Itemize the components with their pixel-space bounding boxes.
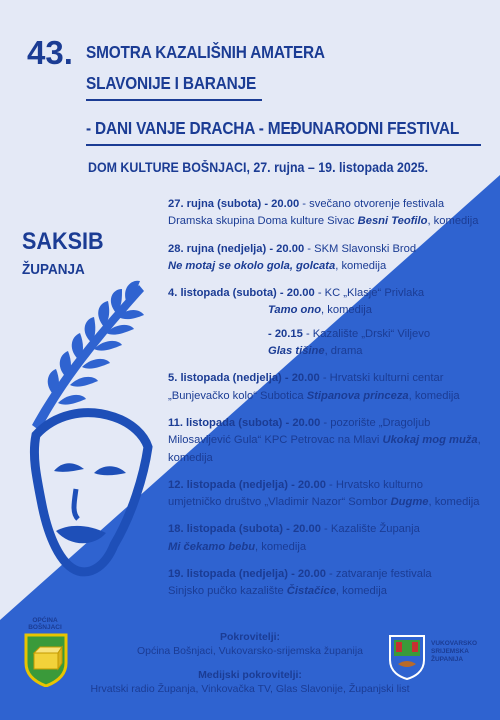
event-info: - Hrvatsko kulturno — [325, 478, 423, 491]
county-coat-of-arms-icon — [388, 634, 426, 680]
event-genre: , — [477, 434, 481, 447]
event-troupe: „Bunjevačko kolo“ Subotica — [168, 389, 307, 402]
county-label: VUKOVARSKO SRIJEMSKA ŽUPANIJA — [431, 640, 478, 663]
sponsors-label: Pokrovitelji: — [219, 631, 281, 643]
event-troupe: Milosavljević Gula“ KPC Petrovac na Mlavi — [168, 434, 383, 447]
media-list: Hrvatski radio Županja, Vinkovačka TV, Glas Slavonije, Županjski list — [90, 683, 410, 695]
event-3 — [168, 285, 488, 320]
event-date: 12. listopada (nedjelja) - 20.00 — [168, 478, 326, 491]
event-info: - svečano otvorenje festivala — [299, 198, 445, 210]
title-line-2: SLAVONIJE I BARANJE — [86, 73, 257, 93]
event-play-title: Stipanova princeza — [306, 389, 409, 402]
event-date: 11. listopada (subota) - 20.00 — [168, 416, 321, 429]
event-info: - Kazalište Županja — [320, 523, 420, 536]
event-info: - Hrvatski kulturni centar — [319, 372, 444, 385]
event-play-title: Glas tišine — [268, 345, 325, 358]
municipality-label: OPĆINA BOŠNJACI — [28, 617, 62, 631]
sponsors-list: Općina Bošnjaci, Vukovarsko-srijemska županija — [136, 645, 364, 657]
event-genre: komedija — [168, 451, 213, 464]
event-genre: , komedija — [335, 259, 387, 272]
event-date: 27. rujna (subota) - 20.00 — [168, 198, 300, 210]
event-play-title: Ne motaj se okolo gola, golcata — [168, 259, 336, 272]
edition-number: 43. — [27, 34, 73, 71]
event-genre: , komedija — [428, 496, 480, 509]
event-date: - 20.15 — [268, 327, 303, 340]
festival-subtitle: - DANI VANJE DRACHA - MEĐUNARODNI FESTIVAL — [86, 118, 460, 138]
event-genre: , komedija — [255, 540, 307, 553]
theatre-mask-laurel-icon — [14, 275, 164, 595]
event-play-title: Čistačice — [286, 585, 336, 598]
event-6 — [168, 415, 488, 467]
event-info: - Kazalište „Drski“ Viljevo — [302, 327, 431, 340]
organizer-town: ŽUPANJA — [22, 261, 85, 278]
event-date: 28. rujna (nedjelja) - 20.00 — [168, 242, 305, 255]
event-genre: , komedija — [427, 215, 479, 228]
event-date: 5. listopada (nedjelja) - 20.00 — [168, 372, 320, 385]
event-1 — [168, 196, 488, 231]
event-4 — [168, 326, 488, 361]
event-8 — [168, 521, 488, 556]
media-label: Medijski pokrovitelji: — [198, 669, 302, 681]
event-play-title: Dugme — [390, 496, 429, 509]
event-genre: , komedija — [408, 389, 460, 402]
event-5 — [168, 370, 488, 405]
event-genre: , drama — [324, 345, 363, 358]
event-info: - KC „Klasje“ Privlaka — [314, 287, 425, 300]
event-info: - SKM Slavonski Brod — [304, 242, 417, 255]
media-block — [60, 668, 440, 696]
event-9 — [168, 566, 488, 601]
event-info: - zatvaranje festivala — [325, 568, 432, 581]
event-info: - pozorište „Dragoljub — [320, 416, 431, 429]
event-7 — [168, 477, 488, 512]
event-date: 4. listopada (subota) - 20.00 — [168, 287, 315, 300]
event-troupe: umjetničko društvo „Vladimir Nazor“ Sombor — [168, 496, 391, 509]
event-play-title: Ukokaj mog muža — [382, 434, 478, 447]
event-play-title: Mi čekamo bebu — [168, 540, 256, 553]
title-line-1: SMOTRA KAZALIŠNIH AMATERA — [86, 42, 325, 62]
sponsors-block — [60, 630, 440, 658]
event-genre: , komedija — [335, 585, 387, 598]
title-underline — [86, 99, 262, 101]
event-play-title: Tamo ono — [268, 304, 322, 317]
subtitle-underline — [86, 144, 481, 146]
event-play-title: Besni Teofilo — [357, 215, 428, 228]
event-2 — [168, 241, 488, 276]
event-troupe: Sinjsko pučko kazalište — [168, 585, 287, 598]
event-troupe: Dramska skupina Doma kulture Sivac — [168, 215, 358, 228]
event-genre: , komedija — [321, 304, 373, 317]
organizer-name: SAKSIB — [22, 228, 104, 255]
event-date: 19. listopada (nedjelja) - 20.00 — [168, 568, 326, 581]
event-date: 18. listopada (subota) - 20.00 — [168, 523, 321, 536]
schedule-list — [168, 196, 488, 611]
venue-dates: DOM KULTURE BOŠNJACI, 27. rujna – 19. listopada 2025. — [88, 160, 429, 175]
